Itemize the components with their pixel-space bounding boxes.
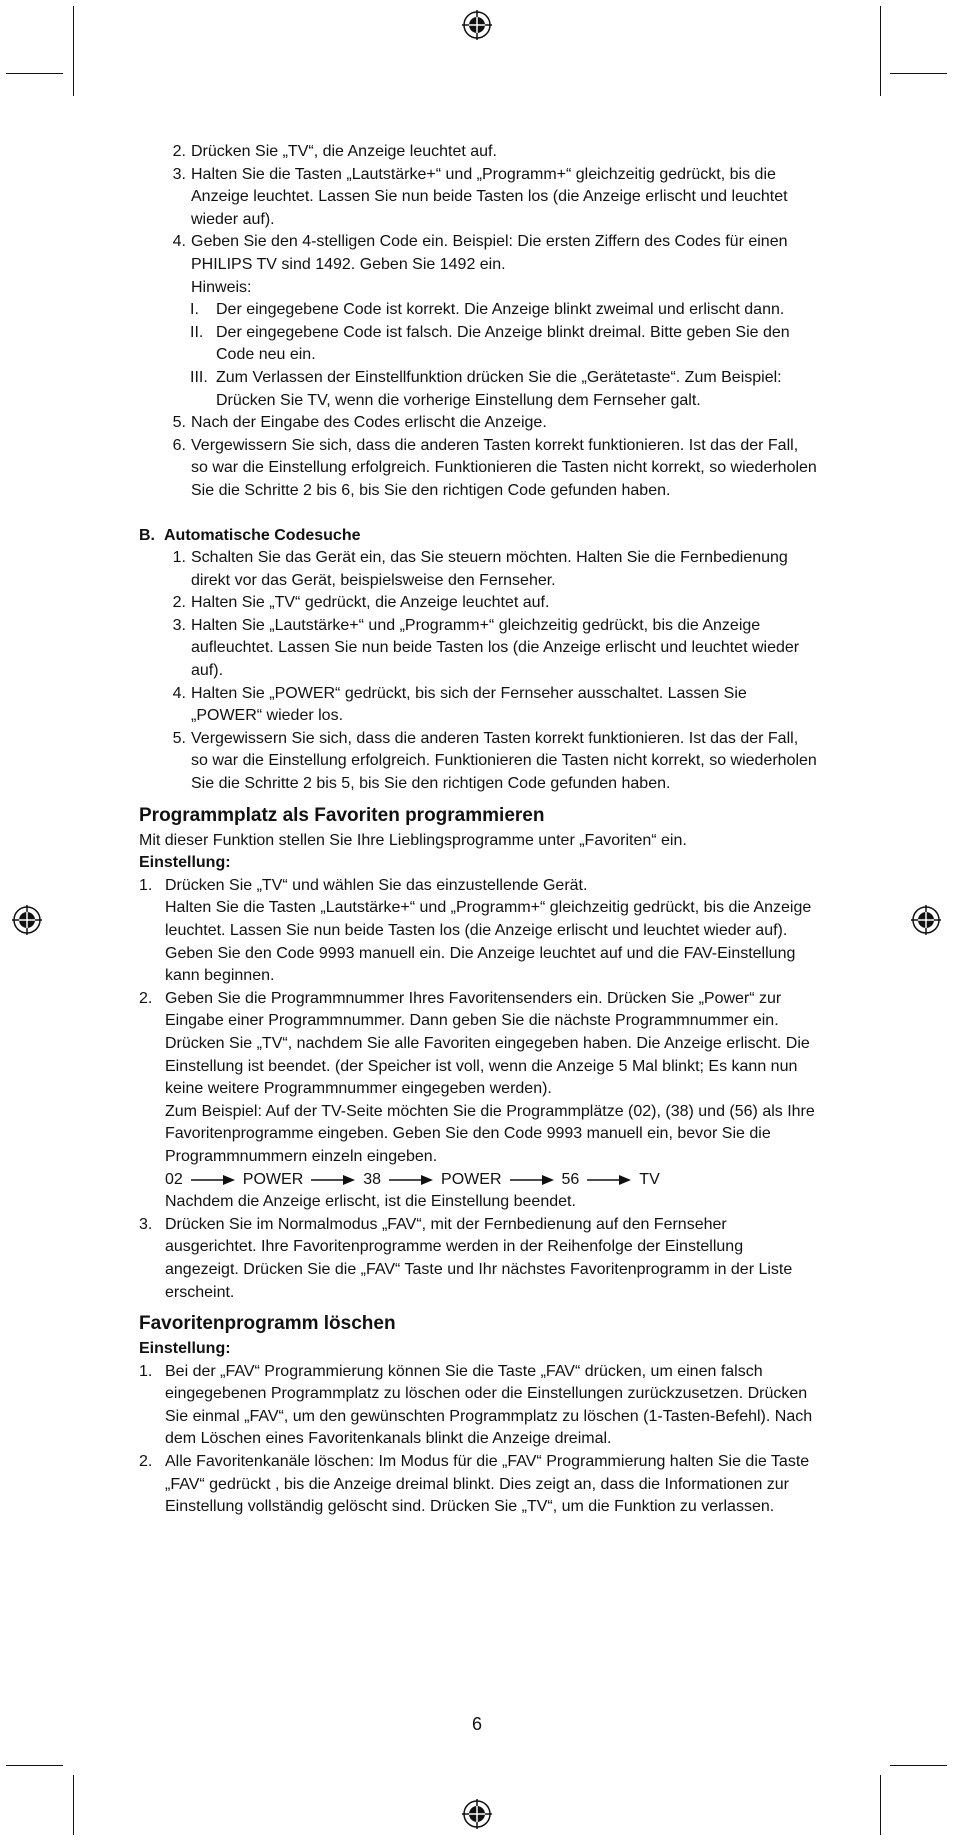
list-item bbox=[139, 728, 819, 796]
crop-mark bbox=[73, 6, 74, 96]
note-item bbox=[139, 299, 819, 322]
step-text: Halten Sie „TV“ gedrückt, die Anzeige leuchtet auf. bbox=[191, 594, 550, 612]
sequence-key: POWER bbox=[441, 1170, 502, 1188]
sequence-key: POWER bbox=[242, 1170, 304, 1188]
registration-mark-icon bbox=[12, 905, 42, 935]
step-text: Vergewissern Sie sich, dass die anderen Tasten korrekt funktionieren. Ist das der Fall, so war die Einstellung erfolgreich. Funktionieren die Tasten nicht korrekt, so wiederholen Sie die Schritte 2 bis 6, bis Sie den richtigen Code gefunden haben. bbox=[191, 436, 817, 499]
list-item bbox=[139, 141, 819, 164]
step-paragraph: Nachdem die Anzeige erlischt, ist die Einstellung beendet. bbox=[165, 1193, 576, 1211]
einstellung-label: Einstellung: bbox=[139, 1340, 231, 1358]
step-number: 3. bbox=[139, 1215, 153, 1233]
list-item bbox=[139, 615, 819, 683]
key-sequence bbox=[165, 1169, 819, 1192]
step-text: Bei der „FAV“ Programmierung können Sie die Taste „FAV“ drücken, um einen falsch eingegebenen Programmplatz zu löschen oder die Einstellungen zurückzusetzen. Drücken Sie einmal „FAV“, um den gewünschten Programmplatz zu löschen (1-Tasten-Befehl). Nach dem Löschen eines Favoritenkanals blinkt die Anzeige dreimal. bbox=[165, 1362, 813, 1448]
note-number: I. bbox=[190, 301, 199, 319]
arrow-right-icon bbox=[510, 1174, 554, 1186]
crop-mark bbox=[73, 1775, 74, 1835]
crop-mark bbox=[880, 6, 881, 96]
step-text: Nach der Eingabe des Codes erlischt die Anzeige. bbox=[191, 414, 547, 432]
step-number: 1. bbox=[172, 549, 186, 567]
step-text: Geben Sie die Programmnummer Ihres Favoritensenders ein. Drücken Sie „Power“ zur Eingabe einer Programmnummer. Dann geben Sie die nächste Programmnummer ein. Drücken Sie „TV“, nachdem Sie alle Favoriten eingegeben haben. Die Anzeige erlischt. Die Einstellung ist beendet. (der Speicher ist voll, wenn die Anzeige 5 Mal blinkt; Es kann nun keine weitere Programmnummer eingegeben werden). bbox=[165, 989, 810, 1098]
step-text: Halten Sie „Lautstärke+“ und „Programm+“ gleichzeitig gedrückt, bis die Anzeige aufleuchtet. Lassen Sie nun beide Tasten los (die Anzeige erlischt und leuchtet wieder auf). bbox=[191, 616, 800, 680]
list-item bbox=[139, 1214, 819, 1304]
step-text: Schalten Sie das Gerät ein, das Sie steuern möchten. Halten Sie die Fernbedienung direkt vor das Gerät, beispielsweise den Fernseher. bbox=[191, 549, 788, 589]
page-number: 6 bbox=[471, 1714, 482, 1734]
note-number: II. bbox=[190, 323, 204, 341]
step-text: Alle Favoritenkanäle löschen: Im Modus für die „FAV“ Programmierung halten Sie die Taste „FAV“ gedrückt , bis die Anzeige dreimal blinkt. Dies zeigt an, dass die Informationen zur Einstellung vollständig gelöscht sind. Drücken Sie „TV“, um die Funktion zu verlassen. bbox=[165, 1453, 810, 1516]
list-item bbox=[139, 1451, 819, 1519]
arrow-right-icon bbox=[191, 1174, 235, 1186]
step-paragraph: Halten Sie die Tasten „Lautstärke+“ und „Programm+“ gleichzeitig gedrückt, bis die Anzeige leuchtet. Lassen Sie nun beide Tasten los (die Anzeige erlischt und leuchtet wieder auf). bbox=[165, 899, 812, 939]
arrow-right-icon bbox=[389, 1174, 433, 1186]
step-text: Drücken Sie „TV“ und wählen Sie das einzustellende Gerät. bbox=[165, 876, 588, 894]
registration-mark-icon bbox=[462, 10, 492, 40]
sequence-key: 02 bbox=[165, 1170, 183, 1188]
list-item bbox=[139, 875, 819, 898]
registration-mark-icon bbox=[462, 1799, 492, 1829]
section-title: Favoritenprogramm löschen bbox=[139, 1313, 396, 1335]
step-text: Vergewissern Sie sich, dass die anderen Tasten korrekt funktionieren. Ist das der Fall, so war die Einstellung erfolgreich. Funktionieren die Tasten nicht korrekt, so wiederholen Sie die Schritte 2 bis 5, bis Sie den richtigen Code gefunden haben. bbox=[191, 729, 817, 793]
note-item bbox=[139, 367, 819, 412]
step-number: 3. bbox=[172, 616, 186, 634]
step-number: 2. bbox=[139, 989, 153, 1007]
registration-mark-icon bbox=[911, 905, 941, 935]
note-number: III. bbox=[190, 368, 208, 386]
note-text: Der eingegebene Code ist falsch. Die Anzeige blinkt dreimal. Bitte geben Sie den Code neu ein. bbox=[216, 323, 790, 364]
manual-content bbox=[139, 141, 819, 1519]
section-heading bbox=[139, 525, 819, 548]
list-item bbox=[139, 412, 819, 435]
crop-mark bbox=[890, 1765, 947, 1766]
list-item bbox=[139, 231, 819, 276]
step-number: 5. bbox=[172, 729, 186, 747]
step-number: 2. bbox=[172, 594, 186, 612]
step-number: 5. bbox=[172, 414, 186, 432]
hinweis-label: Hinweis: bbox=[191, 278, 252, 296]
step-number: 4. bbox=[172, 233, 186, 251]
list-item bbox=[139, 1361, 819, 1451]
step-number: 4. bbox=[172, 684, 186, 702]
step-number: 1. bbox=[139, 876, 153, 894]
note-text: Zum Verlassen der Einstellfunktion drücken Sie die „Gerätetaste“. Zum Beispiel: Drücken Sie TV, wenn die vorherige Einstellung dem Fernseher galt. bbox=[216, 368, 782, 409]
arrow-right-icon bbox=[311, 1174, 355, 1186]
step-number: 3. bbox=[172, 165, 186, 183]
step-number: 1. bbox=[139, 1362, 153, 1380]
list-item bbox=[139, 592, 819, 615]
list-item bbox=[139, 683, 819, 728]
step-text: Drücken Sie im Normalmodus „FAV“, mit der Fernbedienung auf den Fernseher ausgerichtet. Ihre Favoritenprogramme werden in der Reihenfolge der Einstellung angezeigt. Drücken Sie die „FAV“ Taste und Ihr nächstes Favoritenprogramm in der Liste erscheint. bbox=[165, 1215, 793, 1301]
crop-mark bbox=[890, 73, 947, 74]
step-number: 2. bbox=[172, 143, 186, 160]
step-text: Halten Sie die Tasten „Lautstärke+“ und „Programm+“ gleichzeitig gedrückt, bis die Anzeige leuchtet. Lassen Sie nun beide Tasten los (die Anzeige erlischt und leuchtet wieder auf). bbox=[191, 165, 788, 228]
crop-mark bbox=[6, 1765, 63, 1766]
note-text: Der eingegebene Code ist korrekt. Die Anzeige blinkt zweimal und erlischt dann. bbox=[216, 301, 785, 319]
note-item bbox=[139, 322, 819, 367]
section-label: B. bbox=[139, 526, 155, 544]
sequence-key: TV bbox=[639, 1170, 660, 1188]
step-number: 2. bbox=[139, 1453, 153, 1471]
einstellung-label: Einstellung: bbox=[139, 854, 231, 872]
step-text: Drücken Sie „TV“, die Anzeige leuchtet auf. bbox=[191, 143, 497, 160]
list-item bbox=[139, 164, 819, 232]
intro-text: Mit dieser Funktion stellen Sie Ihre Lieblingsprogramme unter „Favoriten“ ein. bbox=[139, 831, 687, 849]
section-title: Programmplatz als Favoriten programmieren bbox=[139, 804, 545, 826]
sequence-key: 56 bbox=[561, 1170, 580, 1188]
section-title: Automatische Codesuche bbox=[164, 526, 361, 544]
step-text: Halten Sie „POWER“ gedrückt, bis sich der Fernseher ausschaltet. Lassen Sie „POWER“ wieder los. bbox=[191, 684, 747, 725]
list-item bbox=[139, 988, 819, 1101]
step-paragraph: Geben Sie den Code 9993 manuell ein. Die Anzeige leuchtet auf und die FAV-Einstellung kann beginnen. bbox=[165, 944, 796, 985]
crop-mark bbox=[6, 73, 63, 74]
step-paragraph: Zum Beispiel: Auf der TV-Seite möchten Sie die Programmplätze (02), (38) und (56) als Ihre Favoritenprogramme eingeben. Geben Sie den Code 9993 manuell ein, bevor Sie die Programmnummern einzeln eingeben. bbox=[165, 1102, 815, 1165]
sequence-key: 38 bbox=[363, 1170, 382, 1188]
list-item bbox=[139, 435, 819, 503]
list-item bbox=[139, 547, 819, 592]
arrow-right-icon bbox=[587, 1174, 631, 1186]
crop-mark bbox=[880, 1775, 881, 1835]
step-number: 6. bbox=[172, 436, 186, 454]
step-text: Geben Sie den 4-stelligen Code ein. Beispiel: Die ersten Ziffern des Codes für einen PHILIPS TV sind 1492. Geben Sie 1492 ein. bbox=[191, 233, 788, 273]
